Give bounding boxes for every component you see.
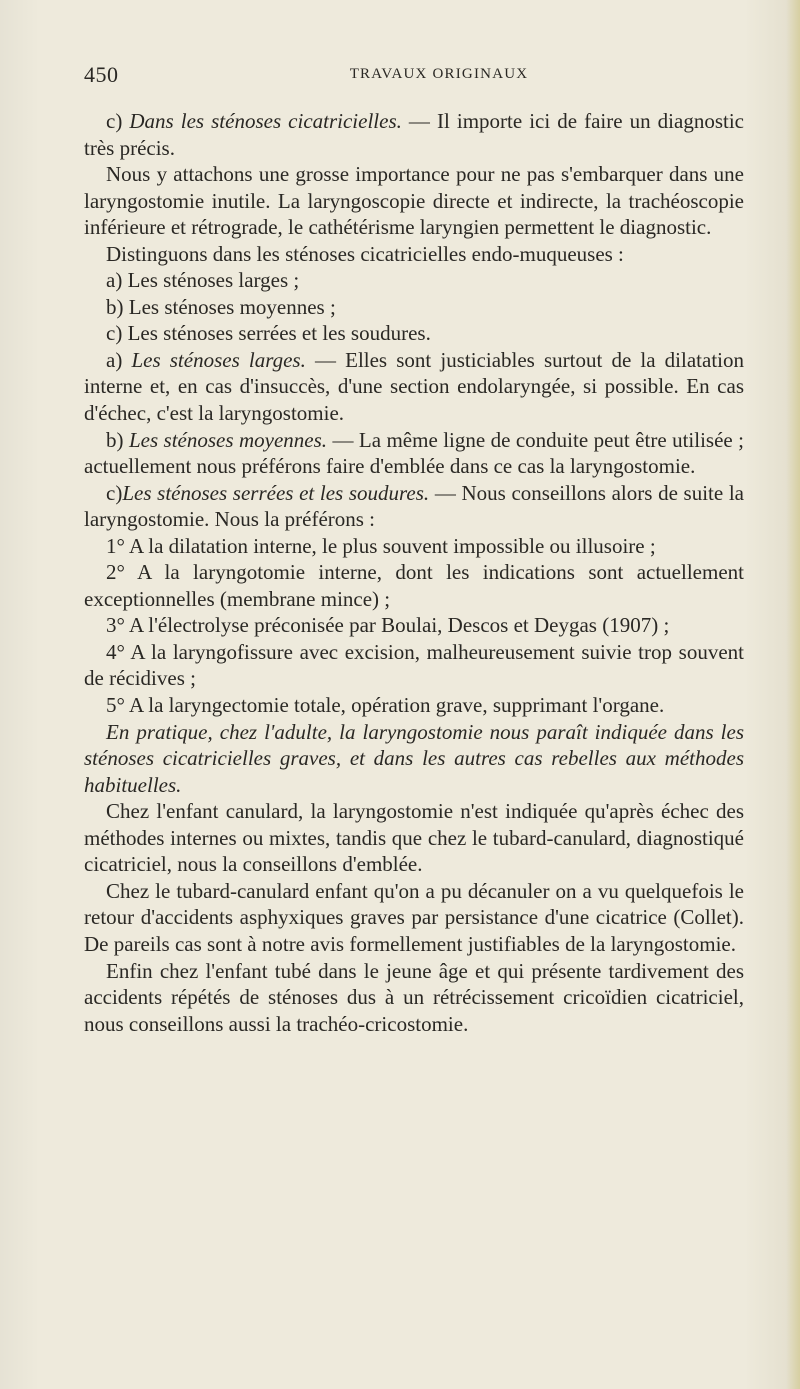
paragraph-lead: b) xyxy=(106,427,129,452)
page-edge-shadow xyxy=(786,0,800,1389)
paragraph xyxy=(84,267,744,294)
paragraph-italic: En pratique, chez l'adulte, la laryngostomie nous paraît indiquée dans les sténoses cicatricielles graves, et dans les autres cas rebelles aux méthodes habituelles. xyxy=(84,719,744,797)
paragraph-lead: c) xyxy=(106,480,123,505)
paragraph-text: Les sténoses serrées et les soudures. xyxy=(127,321,431,346)
paragraph-text: — Il importe ici de faire un diagnostic très précis. xyxy=(84,109,744,160)
paragraph-text: Les sténoses moyennes ; xyxy=(128,294,336,319)
paragraph-lead: c) xyxy=(106,321,128,346)
paragraph-italic: Les sténoses serrées et les soudures. xyxy=(122,480,430,505)
paragraph-text: A la dilatation interne, le plus souvent impossible ou illusoire ; xyxy=(129,533,656,558)
page-number: 450 xyxy=(84,62,119,87)
paragraph-lead: 1° xyxy=(106,533,129,558)
paragraph xyxy=(84,480,744,533)
paragraph-lead: b) xyxy=(106,294,129,319)
paragraph-italic: Les sténoses larges. xyxy=(131,347,306,372)
paragraph-lead: a) xyxy=(106,268,128,293)
paragraph xyxy=(84,161,744,241)
paragraph-text: A la laryngofissure avec excision, malheureusement suivie trop souvent de récidives ; xyxy=(84,639,744,691)
paragraph xyxy=(84,878,744,958)
paragraph-text: Chez l'enfant canulard, la laryngostomie n'est indiquée qu'après échec des méthodes internes ou mixtes, tandis que chez le tubard-canulard, diagnostiqué cicatriciel, nous la conseillons d'emblée. xyxy=(84,799,744,877)
paragraph xyxy=(84,692,744,719)
paragraph-lead: 2° xyxy=(106,560,138,585)
paragraph xyxy=(84,612,744,639)
paragraph-lead: 4° xyxy=(106,639,131,664)
paragraph-text: Enfin chez l'enfant tubé dans le jeune âge et qui présente tardivement des accidents répétés de sténoses dus à un rétrécissement cricoïdien cicatriciel, nous conseillons aussi la trachéo-cricostomie. xyxy=(84,958,744,1036)
paragraph xyxy=(84,347,744,427)
paragraph-italic: Les sténoses moyennes. xyxy=(128,427,328,452)
paragraph-text: Nous y attachons une grosse importance pour ne pas s'embarquer dans une laryngostomie inutile. La laryngoscopie directe et indirecte, la trachéoscopie inférieure et rétrograde, le cathétérisme laryngien permettent le diagnostic. xyxy=(84,162,744,240)
paragraph xyxy=(84,108,744,161)
body-text xyxy=(84,108,744,1037)
paragraph-text: Distinguons dans les sténoses cicatricielles endo-muqueuses : xyxy=(106,241,624,266)
page-header xyxy=(84,62,744,92)
paragraph-italic: Dans les sténoses cicatricielles. xyxy=(129,109,402,133)
paragraph-text: A la laryngectomie totale, opération grave, supprimant l'organe. xyxy=(129,693,665,718)
paragraph-text: — Nous conseillons alors de suite la laryngostomie. Nous la préférons : xyxy=(84,480,745,532)
paragraph-text: Chez le tubard-canulard enfant qu'on a pu décanuler on a vu quelquefois le retour d'accidents asphyxiques graves par persistance d'une cicatrice (Collet). De pareils cas sont à notre avis formellement justifiables de la laryngostomie. xyxy=(84,878,744,956)
paragraph xyxy=(84,320,744,347)
paragraph-lead: a) xyxy=(106,347,132,372)
paragraph xyxy=(84,559,744,612)
paragraph-text: A l'électrolyse préconisée par Boulai, Descos et Deygas (1907) ; xyxy=(129,613,670,638)
paragraph xyxy=(84,294,744,321)
paragraph xyxy=(84,958,744,1038)
paragraph-text: — Elles sont justiciables surtout de la dilatation interne et, en cas d'insuccès, d'une section endolaryngée, si possible. En cas d'échec, c'est la laryngostomie. xyxy=(84,347,744,426)
paragraph-text: A la laryngotomie interne, dont les indications sont actuellement exceptionnelles (membrane mince) ; xyxy=(84,560,744,611)
paragraph-lead: 5° xyxy=(106,693,129,718)
paragraph-text: Les sténoses larges ; xyxy=(127,268,300,293)
paragraph xyxy=(84,241,744,268)
paragraph xyxy=(84,427,744,480)
paragraph-text: — La même ligne de conduite peut être utilisée ; actuellement nous préférons faire d'emblée dans ce cas la laryngostomie. xyxy=(84,427,744,479)
paragraph xyxy=(84,719,744,799)
paragraph xyxy=(84,533,744,560)
paragraph-lead: c) xyxy=(106,109,130,133)
running-title: TRAVAUX ORIGINAUX xyxy=(349,66,529,82)
paragraph xyxy=(84,639,744,692)
paragraph-lead: 3° xyxy=(106,613,129,638)
paragraph xyxy=(84,798,744,878)
